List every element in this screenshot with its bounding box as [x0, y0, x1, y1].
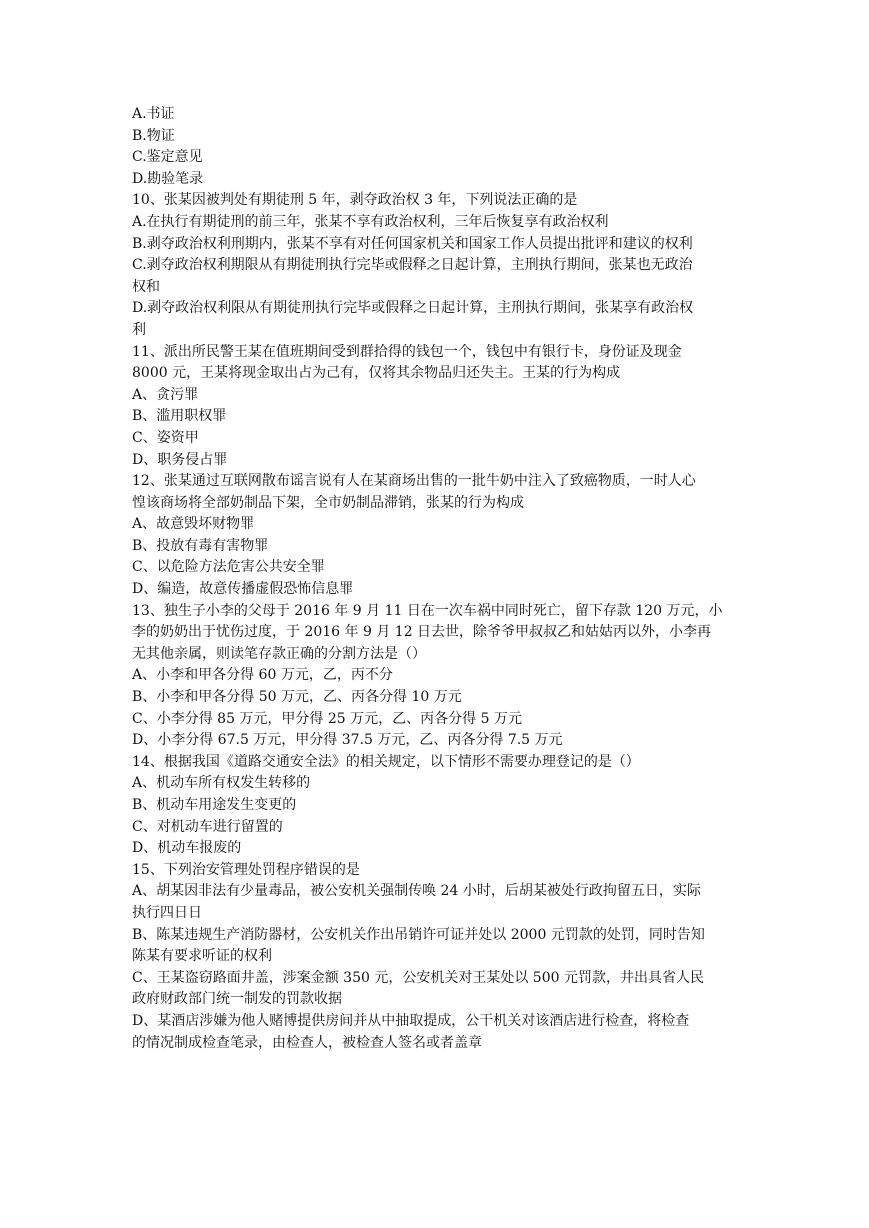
question-11-option-c: C、姿资甲 — [132, 429, 199, 446]
question-14-option-a: A、机动车所有权发生转移的 — [132, 775, 311, 792]
question-14: 14、根据我国《道路交通安全法》的相关规定，以下情形不需要办理登记的是（） — [132, 753, 640, 770]
question-12-option-d: D、编造，故意传播虚假恐怖信息罪 — [132, 581, 354, 598]
question-13-option-a: A、小李和甲各分得 60 万元，乙，丙不分 — [132, 667, 393, 684]
question-11-cont: 8000 元，王某将现金取出占为己有，仅将其余物品归还失主。王某的行为构成 — [132, 365, 621, 382]
question-14-option-c: C、对机动车进行留置的 — [132, 818, 283, 835]
question-15-option-d-cont: 的情况制成检查笔录，由检查人，被检查人签名或者盖章 — [132, 1034, 482, 1051]
question-14-option-d: D、机动车报废的 — [132, 840, 242, 857]
question-12-option-c: C、以危险方法危害公共安全罪 — [132, 559, 325, 576]
question-10-option-c-cont: 权和 — [132, 278, 160, 295]
question-13-option-b: B、小李和甲各分得 50 万元，乙、丙各分得 10 万元 — [132, 689, 462, 706]
question-13-option-d: D、小李分得 67.5 万元，甲分得 37.5 万元，乙、丙各分得 7.5 万元 — [132, 732, 563, 749]
question-15-option-c: C、王某盗窃路面井盖，涉案金额 350 元，公安机关对王某处以 500 元罚款，井出具省人民 — [132, 969, 704, 986]
question-15-option-a: A、胡某因非法有少量毒品，被公安机关强制传唤 24 小时，后胡某被处行政拘留五日，实际 — [132, 883, 701, 900]
question-13-cont-1: 李的奶奶出于忧伤过度，于 2016 年 9 月 12 日去世，除爷爷甲叔叔乙和姑姑丙以外，小李再 — [132, 624, 712, 641]
question-13-cont-2: 无其他亲属，则读笔存款正确的分割方法是（） — [132, 645, 426, 662]
question-10-option-a: A.在执行有期徒刑的前三年，张某不享有政治权利，三年后恢复享有政治权利 — [132, 213, 609, 230]
question-15: 15、下列治安管理处罚程序错误的是 — [132, 861, 360, 878]
question-15-option-b-cont: 陈某有要求听证的权利 — [132, 948, 272, 965]
option-d-inspection-record: D.勘验笔录 — [132, 170, 204, 187]
question-12-cont: 惶该商场将全部奶制品下架，全市奶制品滞销，张某的行为构成 — [132, 494, 524, 511]
option-b-physical-evidence: B.物证 — [132, 127, 175, 144]
question-13: 13、独生子小李的父母于 2016 年 9 月 11 日在一次车祸中同时死亡，留下存款 120 万元，小 — [132, 602, 723, 619]
question-10-option-c: C.剥夺政治权利期限从有期徒刑执行完毕或假释之日起计算，主刑执行期间，张某也无政治 — [132, 257, 693, 274]
option-c-expert-opinion: C.鉴定意见 — [132, 149, 203, 166]
question-10-option-d: D.剥夺政治权利限从有期徒刑执行完毕或假释之日起计算，主刑执行期间，张某享有政治权 — [132, 300, 694, 317]
question-10-option-b: B.剥夺政治权利刑期内，张某不享有对任何国家机关和国家工作人员提出批评和建议的权利 — [132, 235, 693, 252]
question-12-option-b: B、投放有毒有害物罪 — [132, 537, 269, 554]
question-15-option-d: D、某酒店涉嫌为他人赌博提供房间并从中抽取提成，公干机关对该酒店进行检查，将检查 — [132, 1012, 690, 1029]
question-14-option-b: B、机动车用途发生变更的 — [132, 797, 297, 813]
question-15-option-b: B、陈某违规生产消防器材，公安机关作出吊销许可证并处以 2000 元罚款的处罚，同时告知 — [132, 926, 705, 943]
option-a-book-evidence: A.书证 — [132, 106, 175, 122]
question-15-option-c-cont: 政府财政部门统一制发的罚款收据 — [132, 991, 342, 1008]
question-12: 12、张某通过互联网散布谣言说有人在某商场出售的一批牛奶中注入了致癌物质，一时人心 — [132, 473, 696, 490]
question-10: 10、张某因被判处有期徒刑 5 年，剥夺政治权 3 年，下列说法正确的是 — [132, 192, 578, 209]
question-11-option-b: B、滥用职权罪 — [132, 408, 227, 425]
question-11-option-a: A、贪污罪 — [132, 386, 199, 403]
question-15-option-a-cont: 执行四日日 — [132, 904, 202, 921]
document-page — [132, 104, 740, 1054]
question-11: 11、派出所民警王某在值班期间受到群拾得的钱包一个，钱包中有银行卡，身份证及现金 — [132, 343, 682, 360]
question-12-option-a: A、故意毁坏财物罪 — [132, 516, 255, 533]
question-11-option-d: D、职务侵占罪 — [132, 451, 228, 468]
question-10-option-d-cont: 利 — [132, 321, 146, 338]
question-13-option-c: C、小李分得 85 万元，甲分得 25 万元，乙、丙各分得 5 万元 — [132, 710, 522, 727]
